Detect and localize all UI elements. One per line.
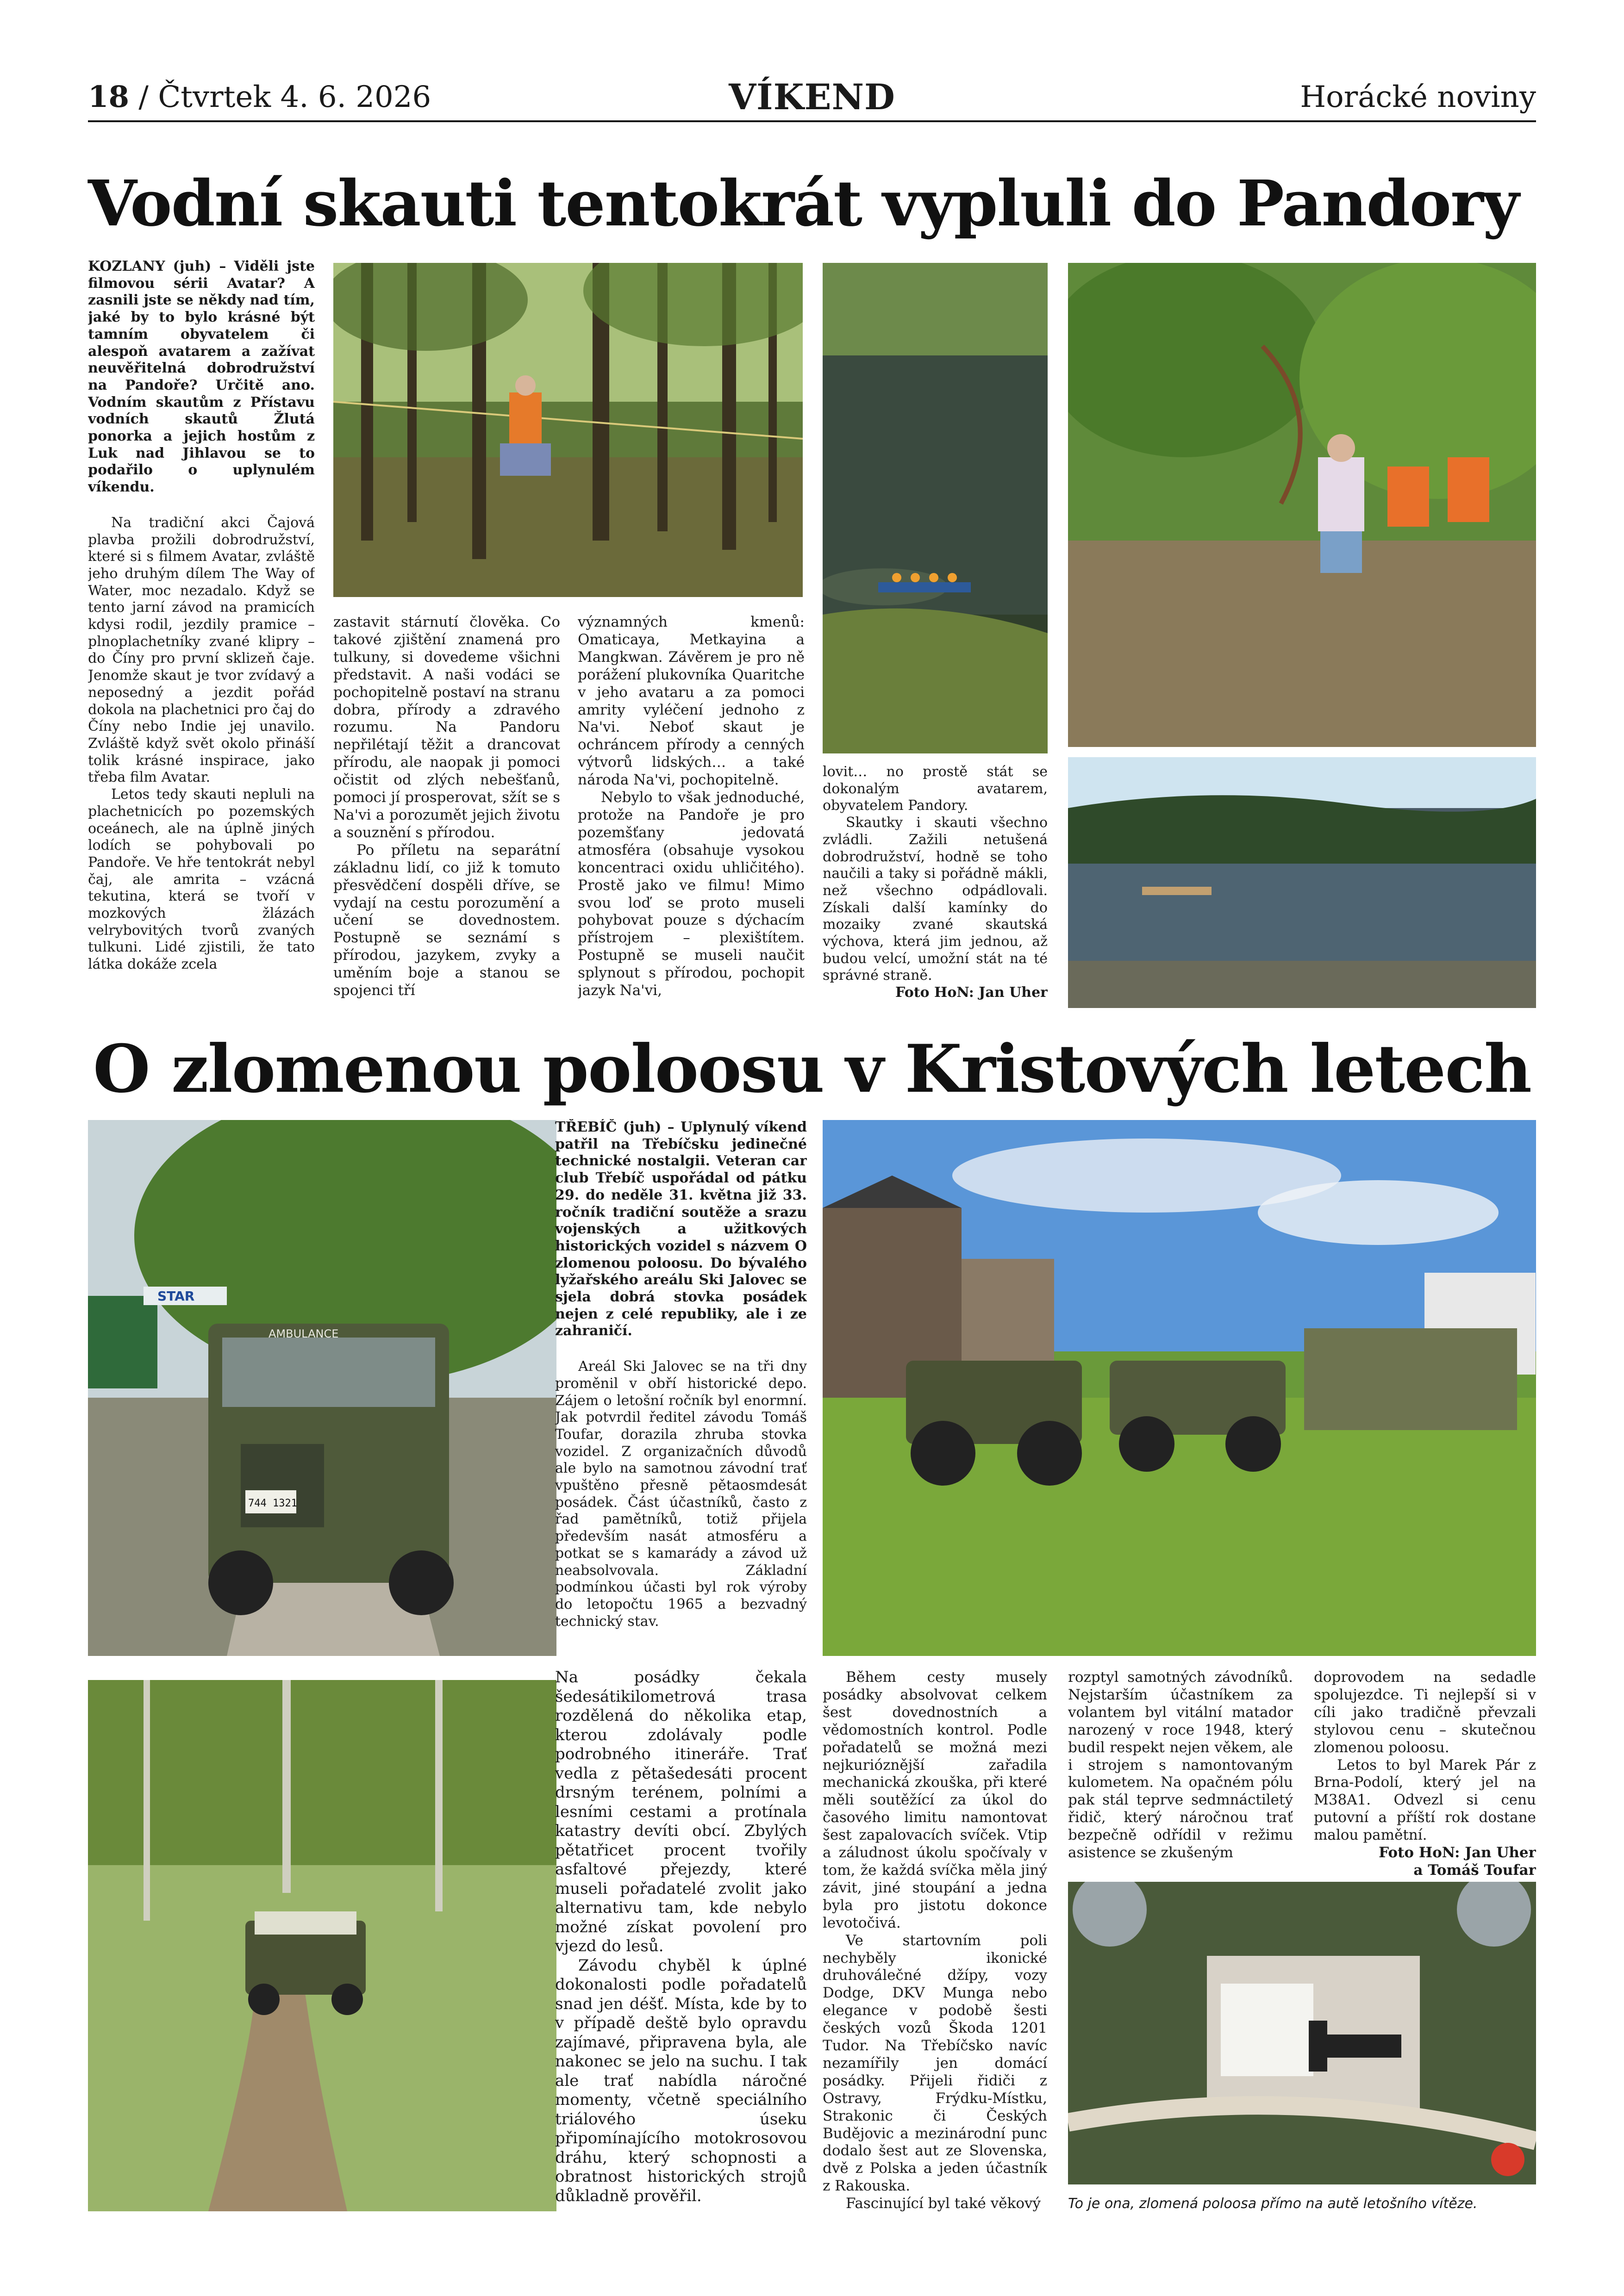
sign-star-text: STAR	[157, 1288, 195, 1304]
article1-lead: KOZLANY (juh) – Viděli jste filmovou sérii Avatar? A zasnili jste se někdy nad tím, jaké by to bylo krásné být tamním obyvatelem či alespoň avatarem a zažívat neuvěřitelná dobrodružství na Pandoře? Určitě ano. Vodním skautům z Přístavu vodních skautů Žlutá ponorka a jejich hostům z Luk nad Jihlavou se to podařilo o uplynulém víkendu.	[88, 258, 315, 496]
article1-paragraph: zastavit stárnutí člověka. Co takové zjištění znamená pro tulkuny, si dovedeme všichni představit. A naši vodáci se pochopitelně postaví na stranu dobra, přírody a zdravého rozumu. Na Pandoru nepřilétají těžit a drancovat přírodu, ale naopak ji pomoci očistit od zlých nebešťanů, pomoci jí prosperovat, sžít se s Na'vi a porozumět jejich životu a souznění s přírodou.	[333, 614, 560, 841]
article2-photo-credit-1: Foto HoN: Jan Uher	[1379, 1844, 1536, 1861]
article2-column-2	[823, 1669, 1047, 2213]
truck-license-plate: 744 1321	[248, 1498, 297, 1509]
section-title: VÍKEND	[729, 76, 895, 118]
article1-paragraph: lovit… no prostě stát se dokonalým avatarem, obyvatelem Pandory.	[823, 764, 1048, 814]
header-rule	[88, 120, 1536, 122]
ambulance-door-text: AMBULANCE	[269, 1327, 339, 1340]
article2-paragraph: doprovodem na sedadle spolujezdce. Ti nejlepší si v cíli jako tradičně převzali stylovou cenu – skutečnou zlomenou poloosu.	[1314, 1669, 1536, 1756]
article1-paragraph: Na tradiční akci Čajová plavba prožili dobrodružství, které si s filmem Avatar, zvláště jeho druhým dílem The Way of Water, moc nezadalo. Když se tento jarní závod na pramicích kdysi rodil, jezdily pramice – plnoplachetníky zvané klipry – do Číny pro první sklizeň čaje. Jenomže skaut je tvor zvídavý a neposedný a jezdit pořád dokola na plachetnici pro čaj do Číny nebo Indie jej unavilo. Zvláště když svět okolo přináší tolik krásné inspirace, jako třeba film Avatar.	[88, 514, 315, 786]
article1-paragraph: Letos tedy skauti nepluli na plachetnicích po pozemských oceánech, ale na úplně jiných lodích se pohybovali po Pandoře. Ve hře tentokrát nebyl čaj, ale amrita – vzácná tekutina, která se tvoří v mozkových žlázách velrybovitých tvorů zvaných tulkuni. Lidé zjistili, že tato látka dokáže zcela	[88, 786, 315, 973]
photo-military-ambulance	[88, 1120, 556, 1656]
article2-lead: TŘEBÍČ (juh) – Uplynulý víkend patřil na Třebíčsku jedinečné technické nostalgii. Veteran car club Třebíč uspořádal od pátku 29. do neděle 31. května již 33. ročník tradiční soutěže a srazu vojenských a užitkových historických vozidel s názvem O zlomenou poloosu. Do bývalého lyžařského areálu Ski Jalovec se sjela dobrá stovka posádek nejen z celé republiky, ale i ze zahraničí.	[555, 1119, 807, 1339]
article1-column-3	[578, 614, 805, 1008]
article2-column-1-cont	[555, 1668, 807, 2212]
article2-column-4	[1314, 1669, 1536, 1880]
photo-lake-boats	[1068, 757, 1536, 1008]
article2-paragraph: Na posádky čekala šedesátikilometrová trasa rozdělená do několika etap, kterou zdolávaly podle podrobného itineráře. Trať vedla z pětašedesáti procent drsným terénem, polními a lesními cestami a protínala katastry devíti obcí. Zbylých pětatřicet procent tvořily asfaltové přejezdy, které museli pořadatelé zvolit jako alternativu tam, kde nebylo možné získat povolení pro vjezd do lesů.	[555, 1668, 807, 1955]
article1-paragraph: Skautky i skauti všechno zvládli. Zažili netušená dobrodružství, hodně se toho naučili a taky si pořádně mákli, než všechno odpádlovali. Získali další kamínky do mozaiky zvané skautská výchova, která jim jednou, až budou velcí, umožní stát na té správné straně.	[823, 815, 1048, 984]
article2-paragraph: Letos to byl Marek Pár z Brna-Podolí, který jel na M38A1. Odvezl si cenu putovní a příští rok dostane malou pamětní.	[1314, 1756, 1536, 1844]
issue-date: Čtvrtek 4. 6. 2026	[158, 80, 431, 114]
photo-scouts-forest-rope	[333, 263, 803, 597]
photo-scouts-archery	[1068, 263, 1536, 747]
article2-column-3	[1068, 1669, 1293, 1880]
article1-column-1	[88, 258, 315, 1008]
paper-name: Horácké noviny	[1300, 80, 1536, 114]
article1-paragraph: významných kmenů: Omaticaya, Metkayina a Mangkwan. Závěrem je pro ně porážení plukovníka Quaritche v jeho avataru a za pomoci amrity vyléčení jednoho z Na'vi. Neboť skaut je ochráncem přírody a cenných výtvorů lidských… a také národa Na'vi, pochopitelně.	[578, 614, 805, 789]
photo-military-vehicles-meadow	[823, 1120, 1536, 1656]
article1-photo-credit: Foto HoN: Jan Uher	[895, 984, 1048, 1001]
article1-headline: Vodní skauti tentokrát vypluli do Pandory	[88, 167, 1518, 241]
header-separator: /	[138, 80, 149, 114]
page-header-left	[88, 76, 551, 118]
article2-paragraph: Fascinující byl také věkový	[846, 2195, 1041, 2212]
article1-column-4	[823, 764, 1048, 1008]
article1-paragraph: Nebylo to však jednoduché, protože na Pandoře je pro pozemšťany jedovatá atmosféra (obsahuje vysokou koncentraci oxidu uhličitého). Prostě jako ve filmu! Mimo svou loď se proto museli pohybovat pouze s dýchacím přístrojem – plexištítem. Postupně se museli naučit splynout s přírodou, pochopit jazyk Na'vi,	[578, 789, 805, 999]
article1-paragraph: Po příletu na separátní základnu lidí, co již k tomuto přesvědčení dospěli dříve, se vydají na cestu porozumění a učení se dovednostem. Postupně se seznámí s přírodou, jazykem, zvyky a uměním boje a stanou se spojenci tří	[333, 841, 560, 999]
article2-paragraph: Během cesty musely posádky absolvovat celkem šest dovednostních a vědomostních kontrol. Podle pořadatelů se možná mezi nejkurióznější zařadila mechanická zkouška, při které měli soutěžící za úkol do časového limitu namontovat šest zapalovacích svíček. Vtip a záludnost úkolu spočívaly v tom, že každá svíčka měla jiný závit, jiné stoupání a jedna byla pro jistotu dokonce levotočivá.	[823, 1669, 1047, 1931]
photo-caption: To je ona, zlomená poloosa přímo na autě letošního vítěze.	[1068, 2196, 1478, 2212]
photo-military-jeep-forest-path	[88, 1680, 556, 2211]
photo-scouts-boat-river	[823, 263, 1048, 753]
article2-paragraph: rozptyl samotných závodníků. Nejstarším účastníkem za volantem byl vitální matador narozený v roce 1948, který budil respekt nejen věkem, ale i strojem s namontovaným kulometem. Na opačném pólu pak stál teprve sedmnáctiletý řidič, který náročnou trať bezpečně odřídil v režimu asistence se zkušeným	[1068, 1669, 1293, 1861]
article2-headline: O zlomenou poloosu v Kristových letech	[93, 1031, 1531, 1108]
article2-photo-credit-2: a Tomáš Toufar	[1413, 1861, 1536, 1879]
article2-paragraph: Areál Ski Jalovec se na tři dny proměnil v obří historické depo. Zájem o letošní ročník byl enormní. Jak potvrdil ředitel závodu Tomáš Toufar, dorazila zhruba stovka vozidel. Z organizačních důvodů ale bylo na samotnou závodní trať vpuštěno přesně pětaosmdesát posádek. Část účastníků, často z řad pamětníků, totiž přijela především nasát atmosféru a potkat se s kamarády a závod už neabsolvovala. Základní podmínkou účasti byl rok výroby do letopočtu 1965 a bezvadný technický stav.	[555, 1358, 807, 1630]
article2-paragraph: Ve startovním poli nechyběly ikonické druhoválečné džípy, vozy Dodge, DKV Munga nebo elegance v podobě šesti českých vozů Škoda 1201 Tudor. Na Třebíčsko navíc nezamířily jen domácí posádky. Přijeli řidiči z Ostravy, Frýdku-Místku, Strakonic či Českých Budějovic a mezinárodní punc dodalo šest aut ze Slovenska, dvě z Polska a jeden účastník z Rakouska.	[823, 1932, 1047, 2195]
article2-paragraph: Závodu chyběl k úplné dokonalosti podle pořadatelů snad jen déšť. Místa, kde by to v případě deště bylo opravdu zajímavé, připravena byla, ale nakonec se jelo na suchu. I tak ale trať nabídla náročné momenty, včetně speciálního triálového úseku připomínajícího motokrosovou dráhu, který schopnosti a obratnost historických strojů důkladně prověřil.	[555, 1956, 807, 2205]
page-number: 18	[88, 80, 130, 114]
photo-broken-axle-trophy	[1068, 1882, 1536, 2184]
article2-column-1	[555, 1119, 807, 1668]
article1-column-2	[333, 614, 560, 1008]
